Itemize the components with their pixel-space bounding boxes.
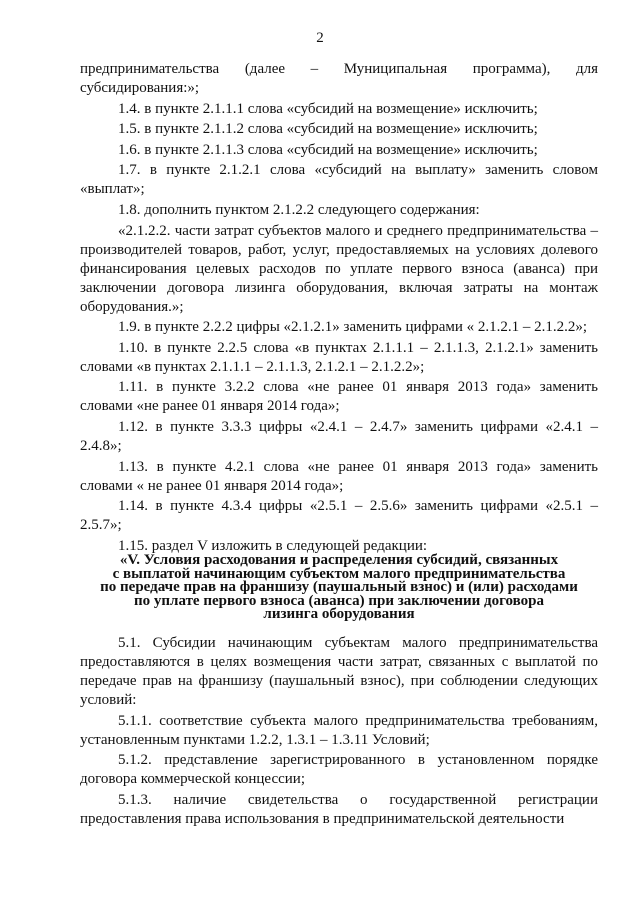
paragraph-p1-12: 1.12. в пункте 3.3.3 цифры «2.4.1 – 2.4.7» заменить цифрами «2.4.1 – 2.4.8»;: [80, 418, 598, 454]
paragraph-p2-1-2-2: «2.1.2.2. части затрат субъектов малого и среднего предпринимательства – производителей товаров, работ, услуг, предоставляемых на условиях долевого финансирования целевых расходов по уплате первого взноса (аванса) при заключении договора лизинга оборудования, включая затраты на монтаж оборудования.»;: [80, 222, 598, 315]
heading-line: «V. Условия расходования и распределения субсидий, связанных: [119, 552, 559, 568]
paragraph-p1-7: 1.7. в пункте 2.1.2.1 слова «субсидий на выплату» заменить словом «выплат»;: [80, 162, 598, 198]
paragraph-p5-1-3: 5.1.3. наличие свидетельства о государственной регистрации предоставления права использования в предпринимательской деятельности: [80, 791, 598, 827]
heading-line: по передаче прав на франшизу (паушальный взнос) и (или) расходами: [100, 579, 578, 595]
paragraph-p5-1: 5.1. Субсидии начинающим субъектам малого предпринимательства предоставляются в целях возмещения части затрат, связанных с выплатой по передаче прав на франшизу (паушальный взнос), при соблюдении следующих условий:: [80, 635, 598, 708]
paragraph-p5-1-2: 5.1.2. представление зарегистрированного в установленном порядке договора коммерческой концессии;: [80, 752, 598, 788]
paragraph-p1-11: 1.11. в пункте 3.2.2 слова «не ранее 01 января 2013 года» заменить словами «не ранее 01 января 2014 года»;: [80, 379, 598, 415]
paragraph-p1-6: 1.6. в пункте 2.1.1.3 слова «субсидий на возмещение» исключить;: [118, 141, 538, 158]
heading-line: по уплате первого взноса (аванса) при заключении договора: [134, 592, 544, 609]
paragraph-p1-10: 1.10. в пункте 2.2.5 слова «в пунктах 2.1.1.1 – 2.1.1.3, 2.1.2.1» заменить словами «в пунктах 2.1.1.1 – 2.1.1.3, 2.1.2.1 – 2.1.2.2»;: [80, 339, 598, 375]
paragraph-p1-9: 1.9. в пункте 2.2.2 цифры «2.1.2.1» заменить цифрами « 2.1.2.1 – 2.1.2.2»;: [118, 319, 588, 336]
paragraph-cont: предпринимательства (далее – Муниципальная программа), для субсидирования:»;: [80, 61, 598, 96]
page-number: 2: [316, 30, 324, 46]
paragraph-p5-1-1: 5.1.1. соответствие субъекта малого предпринимательства требованиям, установленным пунктами 1.2.2, 1.3.1 – 1.3.11 Условий;: [80, 712, 598, 748]
paragraph-p1-5: 1.5. в пункте 2.1.1.2 слова «субсидий на возмещение» исключить;: [118, 121, 538, 138]
paragraph-p1-4: 1.4. в пункте 2.1.1.1 слова «субсидий на возмещение» исключить;: [118, 100, 538, 117]
paragraph-p1-8: 1.8. дополнить пунктом 2.1.2.2 следующего содержания:: [118, 201, 480, 218]
paragraph-p1-14: 1.14. в пункте 4.3.4 цифры «2.5.1 – 2.5.6» заменить цифрами «2.5.1 – 2.5.7»;: [80, 498, 598, 534]
body-text-bottom: [80, 634, 598, 830]
section-heading: [80, 554, 598, 622]
heading-line: лизинга оборудования: [263, 606, 415, 622]
paragraph-p1-15: 1.15. раздел V изложить в следующей редакции:: [118, 537, 428, 554]
body-text-top: [80, 60, 598, 557]
heading-line: с выплатой начинающим субъектом малого предпринимательства: [112, 565, 566, 582]
paragraph-p1-13: 1.13. в пункте 4.2.1 слова «не ранее 01 января 2013 года» заменить словами « не ранее 01 января 2014 года»;: [80, 458, 598, 494]
